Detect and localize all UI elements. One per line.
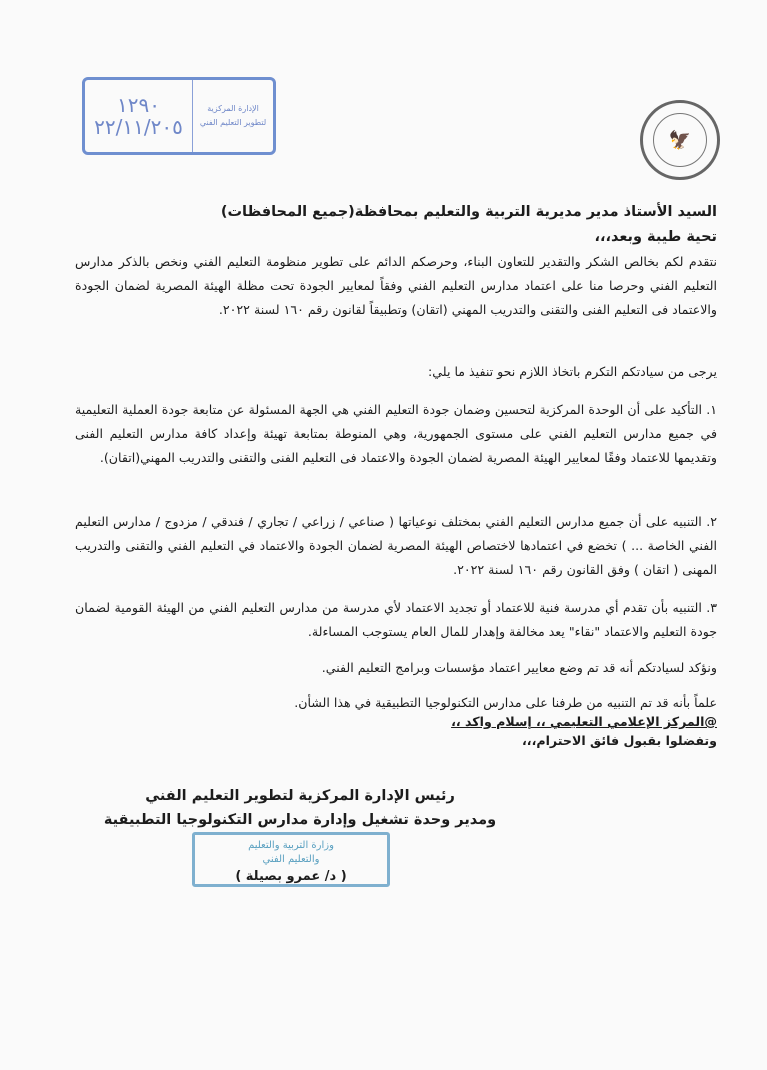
- item-text: ٢. التنبيه على أن جميع مدارس التعليم الفني بمختلف نوعياتها ( صناعي / زراعي / تجاري / فندقي / مزدوج / مدارس التعليم الفني الخاصة ... ) تخضع في اعتمادها لاختصاص الهيئة المصرية لضمان الجودة والاعتماد في التعليم الفني والتقنى والتدريب المهنى ( اتقان ) وفق القانون رقم ١٦٠ لسنة ٢٠٢٢.: [75, 514, 717, 577]
- intro-paragraph: [75, 250, 717, 322]
- watermark-tag: @المركز الإعلامي التعليمي ،، إسلام واكد ،،: [451, 714, 717, 729]
- stamp-number: ١٢٩٠: [117, 93, 160, 117]
- request-line: [75, 360, 717, 384]
- stamp-line-1: وزارة التربية والتعليم: [248, 840, 334, 851]
- stamp-line-2: والتعليم الفني: [262, 854, 320, 865]
- stamp-org: [193, 80, 273, 152]
- incoming-stamp: [82, 77, 276, 155]
- stamp-date: ٢٢/١١/٢٠٥: [94, 115, 183, 139]
- signature-block: [95, 784, 505, 832]
- addressee: السيد الأستاذ مدير مديرية التربية والتعليم بمحافظة(جميع المحافظات): [220, 204, 717, 220]
- stamp-number-date: [85, 80, 193, 152]
- note-text: علماً بأنه قد تم التنبيه من طرفنا على مدارس التكنولوجيا التطبيقية في هذا الشأن.: [294, 695, 717, 710]
- item-2: [75, 510, 717, 582]
- signatory-title-1: رئيس الإدارة المركزية لتطوير التعليم الفني: [145, 788, 455, 804]
- signatory-name: ( د/ عمرو بصيلة ): [235, 869, 347, 884]
- item-text: ١. التأكيد على أن الوحدة المركزية لتحسين وضمان جودة التعليم الفني هي الجهة المسئولة عن متابعة جودة العملية التعليمية في جميع مدارس التعليم الفني على مستوى الجمهورية، وهي المنوطة بمتابعة تهيئة وإعداد كافة مدارس التعليم الفنى وتقديمها للاعتماد وفقًا لمعايير الهيئة المصرية لضمان الجودة والاعتماد فى التعليم الفنى والتقنى والتدريب المهني(اتقان).: [75, 402, 717, 465]
- closing-text: وتفضلوا بقبول فائق الاحترام،،،: [522, 733, 717, 748]
- addressee-block: [75, 200, 717, 250]
- signature-stamp: [192, 832, 390, 887]
- stamp-org-line1: الإدارة المركزية: [207, 104, 259, 113]
- assurance-text: ونؤكد لسيادتكم أنه قد تم وضع معايير اعتماد مؤسسات وبرامج التعليم الفني.: [321, 660, 717, 675]
- signatory-title-2: ومدير وحدة تشغيل وإدارة مدارس التكنولوجيا التطبيقية: [103, 812, 497, 828]
- request-text: يرجى من سيادتكم التكرم باتخاذ اللازم نحو تنفيذ ما يلي:: [428, 364, 717, 379]
- item-1: [75, 398, 717, 470]
- greeting: تحية طيبة وبعد،،،: [594, 229, 717, 245]
- assurance-line: [75, 656, 717, 680]
- closing-block: [75, 693, 717, 750]
- item-3: [75, 596, 717, 644]
- stamp-org-line2: لتطوير التعليم الفني: [199, 118, 267, 127]
- intro-text: نتقدم لكم بخالص الشكر والتقدير للتعاون البناء، وحرصكم الدائم على تطوير منظومة التعليم الفني ونخص بالذكر مدارس التعليم الفني وحرصا منا على اعتماد مدارس التعليم الفني وفقاً لمعايير الجودة تحت مظلة الهيئة المصرية لضمان الجودة والاعتماد فى التعليم الفنى والتقنى والتدريب المهني (اتقان) وتطبيقاً لقانون رقم ١٦٠ لسنة ٢٠٢٢.: [75, 254, 717, 317]
- ministry-seal-icon: 🦅: [640, 100, 720, 180]
- item-text: ٣. التنبيه بأن تقدم أي مدرسة فنية للاعتماد أو تجديد الاعتماد لأي مدرسة من مدارس التعليم الفني من الهيئة القومية لضمان جودة التعليم والاعتماد "نقاء" يعد مخالفة وإهدار للمال العام يستوجب المساءلة.: [75, 600, 717, 639]
